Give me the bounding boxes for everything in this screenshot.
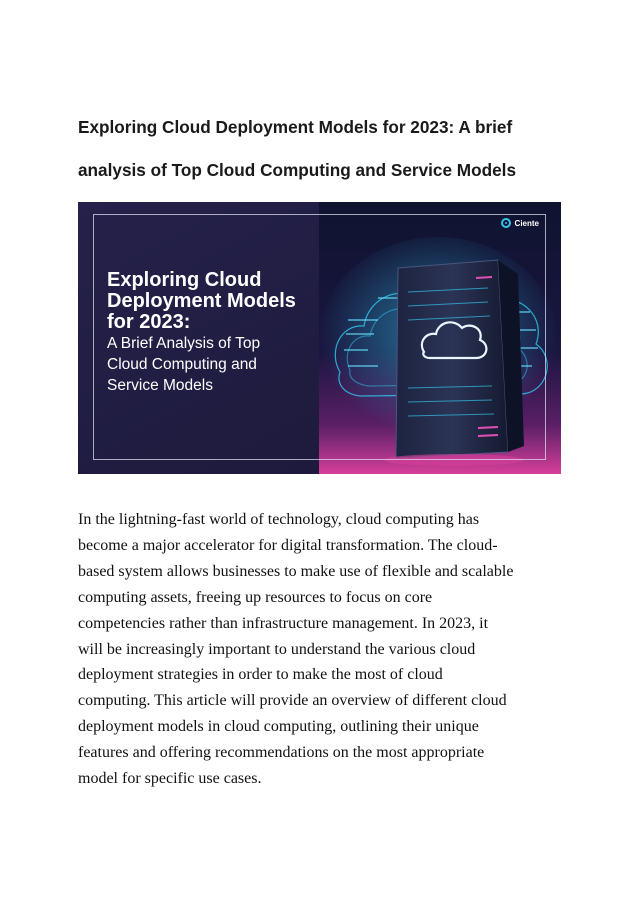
brand-logo xyxy=(501,218,539,228)
paragraph-line: deployment strategies in order to make the most of cloud xyxy=(78,666,443,684)
paragraph-line: In the lightning-fast world of technology, cloud computing has xyxy=(78,511,480,528)
paragraph-line: will be increasingly important to understand the various cloud xyxy=(78,640,476,658)
brand-name: Ciente xyxy=(514,218,539,228)
paragraph-line: deployment models in cloud computing, outlining their unique xyxy=(78,718,479,736)
banner-sub-line-3: Service Models xyxy=(107,377,213,394)
banner-text-block xyxy=(107,270,347,396)
banner-heading-line-1: Exploring Cloud xyxy=(107,269,262,291)
paragraph-line: features and offering recommendations on the most appropriate xyxy=(78,744,485,762)
banner-sub-line-1: A Brief Analysis of Top xyxy=(107,335,261,352)
banner-heading-line-3: for 2023: xyxy=(107,311,191,333)
banner-sub-line-2: Cloud Computing and xyxy=(107,356,257,373)
ciente-logo-icon xyxy=(501,218,511,228)
paragraph-line: competencies rather than infrastructure management. In 2023, it xyxy=(78,614,489,632)
paragraph-line: become a major accelerator for digital transformation. The cloud- xyxy=(78,536,498,554)
hero-banner-image xyxy=(78,202,561,474)
intro-paragraph xyxy=(78,507,558,792)
server-rack xyxy=(384,260,524,466)
paragraph-line: computing assets, freeing up resources to focus on core xyxy=(78,588,433,606)
paragraph-line: computing. This article will provide an overview of different cloud xyxy=(78,692,507,710)
banner-subheading xyxy=(107,333,347,396)
paragraph-line: based system allows businesses to make use of flexible and scalable xyxy=(78,562,514,580)
banner-heading-line-2: Deployment Models xyxy=(107,290,296,312)
article-title-line-1: Exploring Cloud Deployment Models for 2023: A brief xyxy=(78,117,513,137)
paragraph-line: model for specific use cases. xyxy=(78,770,262,788)
banner-heading xyxy=(107,270,347,333)
article-title-line-2: analysis of Top Cloud Computing and Service Models xyxy=(78,160,517,180)
